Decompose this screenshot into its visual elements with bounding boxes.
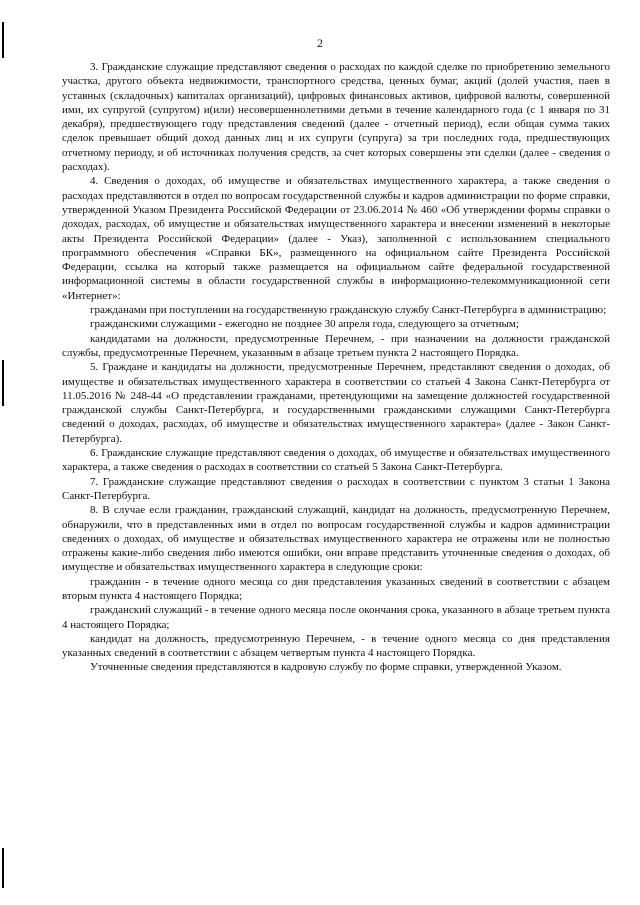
list-item-citizens: гражданами при поступлении на государственную гражданскую службу Санкт-Петербурга в администрацию;	[90, 304, 607, 317]
paragraph-8-corrections: 8. В случае если гражданин, гражданский служащий, кандидат на должность, предусмотренную Перечнем, обнаружили, что в представленных ими в отдел по вопросам государственной службы и кадров администрации сведениях о доходах, об имуществе и обязательствах имущественного характера не отражены или не полностью отражены какие-либо сведения либо имеются ошибки, они вправе представить уточненные сведения о доходах, об имуществе и обязательствах имущественного характера в следующие сроки:	[62, 504, 610, 574]
list-item-servant-deadline: гражданский служащий - в течение одного месяца после окончания срока, указанного в абзаце третьем пункта 4 настоящего Порядка;	[62, 604, 610, 631]
paragraph-5-citizens-candidates: 5. Граждане и кандидаты на должности, предусмотренные Перечнем, представляют сведения о доходах, об имуществе и обязательствах имущественного характера в соответствии со статьей 4 Закона Санкт-Петербурга от 11.05.2016 № 248-44 «О представлении гражданами, претендующими на замещение должностей государственной гражданской службы Санкт-Петербурга, и государственными гражданскими служащими Санкт-Петербурга сведений о доходах, расходах, об имуществе и обязательствах имущественного характера» (далее - Закон Санкт-Петербурга).	[62, 361, 610, 445]
paragraph-7-expenses-law: 7. Гражданские служащие представляют сведения о расходах в соответствии с пунктом 3 статьи 1 Закона Санкт-Петербурга.	[62, 475, 610, 502]
list-item-citizen-deadline: гражданин - в течение одного месяца со дня представления указанных сведений в соответствии с абзацем вторым пункта 4 настоящего Порядка;	[62, 575, 610, 602]
document-body	[62, 60, 610, 675]
paragraph-6-civil-servants: 6. Гражданские служащие представляют сведения о доходах, об имуществе и обязательствах имущественного характера, а также сведения о расходах в соответствии со статьей 5 Закона Санкт-Петербурга.	[62, 447, 610, 474]
scan-mark-bottom	[2, 848, 4, 888]
list-item-civil-servants: гражданскими служащими - ежегодно не позднее 30 апреля года, следующего за отчетным;	[90, 318, 519, 331]
paragraph-corrected-info: Уточненные сведения представляются в кадровую службу по форме справки, утвержденной Указом.	[90, 661, 562, 674]
scan-mark-middle	[2, 360, 4, 406]
page-number: 2	[317, 36, 323, 50]
list-item-candidate-deadline: кандидат на должность, предусмотренную Перечнем, - в течение одного месяца со дня представления указанных сведений в соответствии с абзацем четвертым пункта 4 настоящего Порядка.	[62, 632, 610, 660]
list-item-candidates: кандидатами на должности, предусмотренные Перечнем, - при назначении на должности гражданской службы, предусмотренные Перечнем, указанным в абзаце третьем пункта 2 настоящего Порядка.	[62, 332, 610, 359]
paragraph-4-submission-form: 4. Сведения о доходах, об имуществе и обязательствах имущественного характера, а также сведения о расходах представляются в отдел по вопросам государственной службы и кадров администрации по форме справки, утвержденной Указом Президента Российской Федерации от 23.06.2014 № 460 «Об утверждении формы справки о доходах, расходах, об имуществе и обязательствах имущественного характера и внесении изменений в некоторые акты Президента Российской Федерации» (далее - Указ), заполненной с использованием специального программного обеспечения «Справки БК», размещенного на официальном сайте Президента Российской Федерации, ссылка на который также размещается на официальном сайте федеральной государственной информационной системы в области государственной службы в информационно-телекоммуникационной сети «Интернет»:	[62, 175, 610, 302]
paragraph-3-expenses: 3. Гражданские служащие представляют сведения о расходах по каждой сделке по приобретению земельного участка, другого объекта недвижимости, транспортного средства, ценных бумаг, акций (долей участия, паев в уставных (складочных) капиталах организаций), цифровых финансовых активов, цифровой валюты, совершенной ими, их супругой (супругом) и(или) несовершеннолетними детьми в течение календарного года (с 1 января по 31 декабря), предшествующего году представления сведений (далее - отчетный период), если общая сумма таких сделок превышает общий доход данных лиц и их супруги (супруга) за три последних года, предшествующих отчетному периоду, и об источниках получения средств, за счет которых совершены эти сделки (далее - сведения о расходах).	[62, 61, 610, 174]
